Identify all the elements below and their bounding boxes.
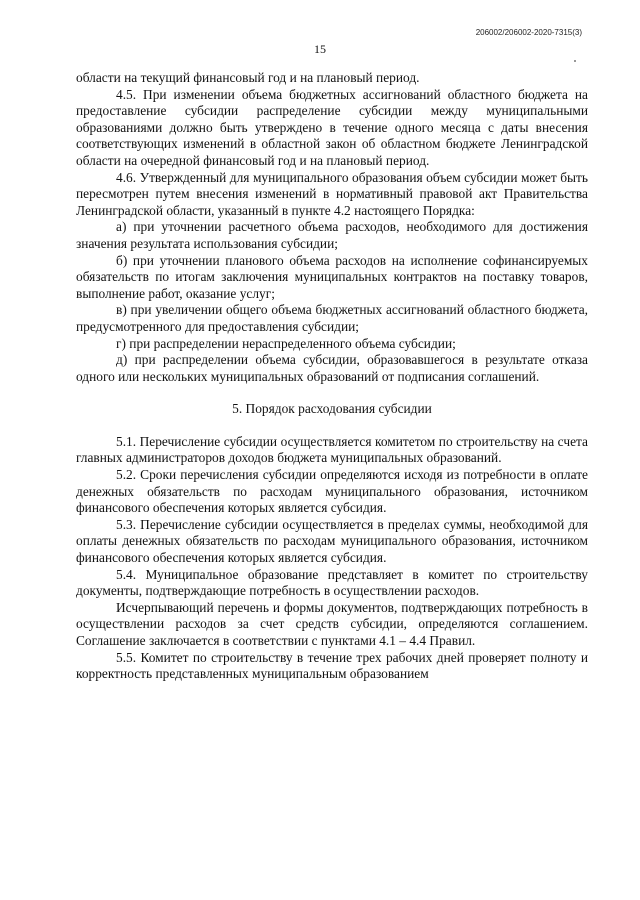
paragraph-4-6: 4.6. Утвержденный для муниципального образования объем субсидии может быть пересмотрен путем внесения изменений в нормативный правовой акт Правительства Ленинградской области, указанный в пункте 4.2 настоящего Порядка: xyxy=(76,169,588,218)
document-id: 206002/206002-2020-7315(3) xyxy=(475,28,582,37)
list-item-g: г) при распределении нераспределенного объема субсидии; xyxy=(116,335,456,351)
list-item-a: а) при уточнении расчетного объема расходов, необходимого для достижения значения результата использования субсидии; xyxy=(76,219,588,251)
page-number: 15 xyxy=(314,42,326,56)
list-item-b: б) при уточнении планового объема расходов на исполнение софинансируемых обязательств по итогам заключения муниципальных контрактов на поставку товаров, выполнение работ, оказание услуг; xyxy=(76,252,588,301)
scan-speck xyxy=(574,60,576,62)
paragraph-documents-list: Исчерпывающий перечень и формы документов, подтверждающих потребность в осуществлении расходов за счет средств субсидии, определяются соглашением. Соглашение заключается в соответствии с пунктами 4.1 – 4.4 Правил. xyxy=(76,599,588,648)
paragraph-continuation: области на текущий финансовый год и на плановый период. xyxy=(76,70,420,85)
section-heading: 5. Порядок расходования субсидии xyxy=(232,401,432,417)
paragraph-5-2: 5.2. Сроки перечисления субсидии определяются исходя из потребности в оплате денежных обязательств по расходам муниципального образования, источником финансового обеспечения которых является субсидия. xyxy=(76,467,588,516)
paragraph-5-3: 5.3. Перечисление субсидии осуществляется в пределах суммы, необходимой для оплаты денежных обязательств по расходам муниципального образования, источником финансового обеспечения которых является субсидия. xyxy=(76,516,588,566)
paragraph-4-5: 4.5. При изменении объема бюджетных ассигнований областного бюджета на предоставление субсидии распределение субсидии между муниципальными образованиями должно быть утверждено в течение одного месяца с даты внесения соответствующих изменений в областной закон об областном бюджете Ленинградской области на очередной финансовый год и на плановый период. xyxy=(76,86,588,168)
paragraph-5-1: 5.1. Перечисление субсидии осуществляется комитетом по строительству на счета главных администраторов доходов бюджета муниципальных образований. xyxy=(76,433,588,466)
paragraph-5-5: 5.5. Комитет по строительству в течение трех рабочих дней проверяет полноту и корректность представленных муниципальным образованием xyxy=(76,649,588,682)
paragraph-5-4: 5.4. Муниципальное образование представляет в комитет по строительству документы, подтверждающие потребность в осуществлении расходов. xyxy=(76,566,588,599)
list-item-v: в) при увеличении общего объема бюджетных ассигнований областного бюджета, предусмотренного для предоставления субсидии; xyxy=(76,302,588,334)
list-item-d: д) при распределении объема субсидии, образовавшегося в результате отказа одного или нескольких муниципальных образований от подписания соглашений. xyxy=(76,352,588,384)
document-body xyxy=(76,70,588,683)
